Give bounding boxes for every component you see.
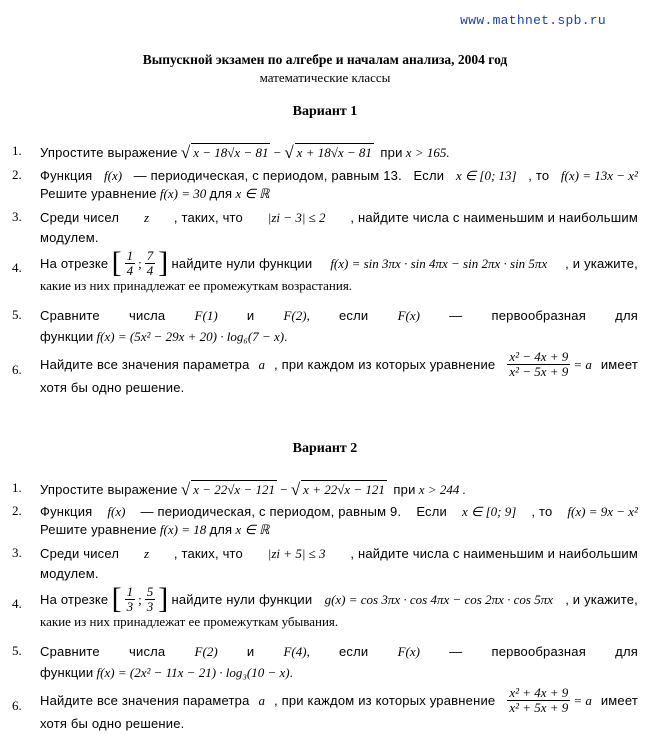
page-subtitle: математические классы bbox=[259, 70, 391, 85]
variant-1-heading: Вариант 1 bbox=[292, 104, 358, 119]
site-url[interactable]: www.mathnet.spb.ru bbox=[460, 13, 606, 28]
page-title: Выпускной экзамен по алгебре и началам анализа, 2004 год bbox=[142, 52, 508, 67]
variant-2-heading: Вариант 2 bbox=[292, 441, 358, 456]
